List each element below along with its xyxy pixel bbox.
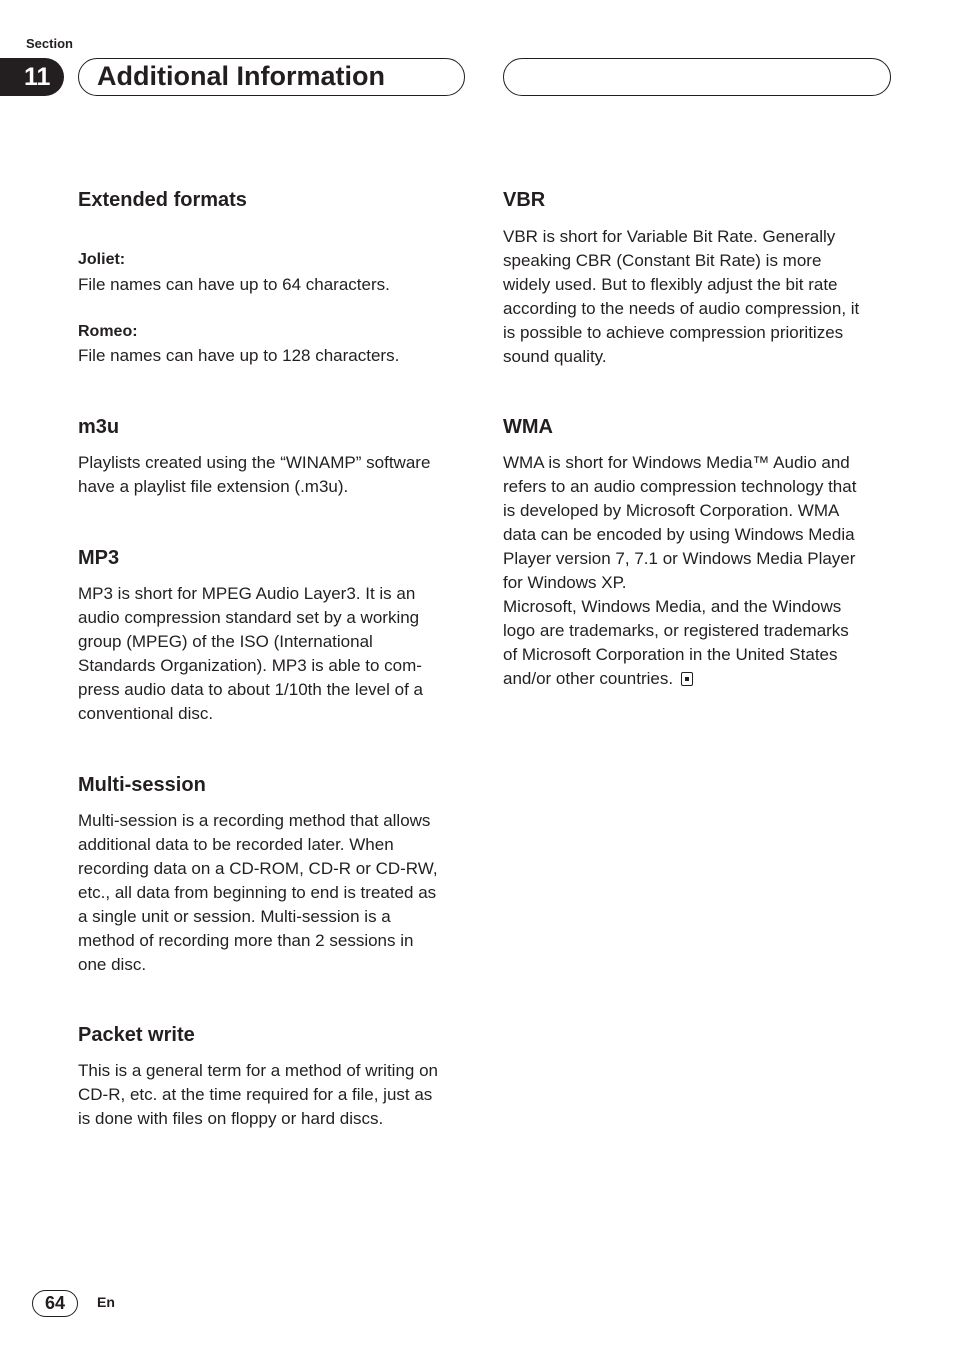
section-number: 11	[24, 62, 51, 91]
header-empty-frame	[503, 58, 891, 96]
label-joliet: Joliet:	[78, 251, 126, 268]
text-romeo	[78, 344, 464, 368]
text-line: File names can have up to 64 characters.	[78, 275, 390, 294]
text-line: data can be encoded by using Windows Media	[503, 525, 855, 544]
heading-vbr: VBR	[503, 189, 546, 211]
text-line: logo are trademarks, or registered trademarks	[503, 621, 849, 640]
text-line: widely used. But to flexibly adjust the bit rate	[503, 275, 838, 294]
title-frame	[78, 58, 465, 96]
text-line: according to the needs of audio compression, it	[503, 299, 860, 318]
text-joliet	[78, 273, 464, 297]
heading-packet-write: Packet write	[78, 1024, 195, 1046]
paragraph-m3u	[78, 451, 464, 499]
text-line: VBR is short for Variable Bit Rate. Generally	[503, 227, 836, 246]
text-line: File names can have up to 128 characters.	[78, 346, 400, 365]
label-romeo: Romeo:	[78, 323, 138, 340]
text-line: for Windows XP.	[503, 573, 627, 592]
text-line-with-end-mark	[503, 667, 889, 691]
paragraph-multi-session	[78, 809, 464, 977]
heading-m3u: m3u	[78, 416, 120, 438]
text-line: audio compression standard set by a working	[78, 608, 420, 627]
text-line: press audio data to about 1/10th the level of a	[78, 680, 423, 699]
paragraph-wma	[503, 451, 889, 691]
text-line: have a playlist file extension (.m3u).	[78, 477, 349, 496]
end-of-section-icon	[681, 672, 693, 686]
page-number: 64	[32, 1290, 78, 1317]
text-line: recording data on a CD-ROM, CD-R or CD-RW,	[78, 859, 438, 878]
text-line: Standards Organization). MP3 is able to com-	[78, 656, 422, 675]
text-line: CD-R, etc. at the time required for a file, just as	[78, 1085, 433, 1104]
paragraph-vbr	[503, 225, 889, 369]
text-line: Multi-session is a recording method that allows	[78, 811, 431, 830]
text-line: MP3 is short for MPEG Audio Layer3. It is an	[78, 584, 416, 603]
text-line: refers to an audio compression technology that	[503, 477, 857, 496]
text-line: additional data to be recorded later. When	[78, 835, 394, 854]
section-number-badge	[0, 58, 64, 96]
text-line: and/or other countries.	[503, 669, 674, 688]
text-line: speaking CBR (Constant Bit Rate) is more	[503, 251, 822, 270]
text-line: a single unit or session. Multi-session is a	[78, 907, 391, 926]
paragraph-mp3	[78, 582, 464, 726]
text-line: This is a general term for a method of writing on	[78, 1061, 438, 1080]
heading-extended-formats: Extended formats	[78, 189, 247, 211]
paragraph-packet-write	[78, 1059, 464, 1131]
text-line: Playlists created using the “WINAMP” software	[78, 453, 431, 472]
heading-wma: WMA	[503, 416, 553, 438]
page-title: Additional Information	[97, 61, 385, 91]
heading-multi-session: Multi-session	[78, 774, 206, 796]
text-line: Microsoft, Windows Media, and the Windows	[503, 597, 842, 616]
text-line: Player version 7, 7.1 or Windows Media Player	[503, 549, 856, 568]
text-line: method of recording more than 2 sessions in	[78, 931, 414, 950]
text-line: conventional disc.	[78, 704, 214, 723]
text-line: WMA is short for Windows Media™ Audio and	[503, 453, 850, 472]
heading-mp3: MP3	[78, 547, 120, 569]
language-code: En	[97, 1294, 115, 1310]
text-line: is done with files on floppy or hard discs.	[78, 1109, 384, 1128]
text-line: sound quality.	[503, 347, 607, 366]
text-line: is possible to achieve compression prioritizes	[503, 323, 844, 342]
text-line: group (MPEG) of the ISO (International	[78, 632, 373, 651]
text-line: is developed by Microsoft Corporation. WMA	[503, 501, 840, 520]
section-label: Section	[26, 36, 73, 51]
text-line: of Microsoft Corporation in the United States	[503, 645, 838, 664]
text-line: one disc.	[78, 955, 147, 974]
text-line: etc., all data from beginning to end is treated as	[78, 883, 437, 902]
